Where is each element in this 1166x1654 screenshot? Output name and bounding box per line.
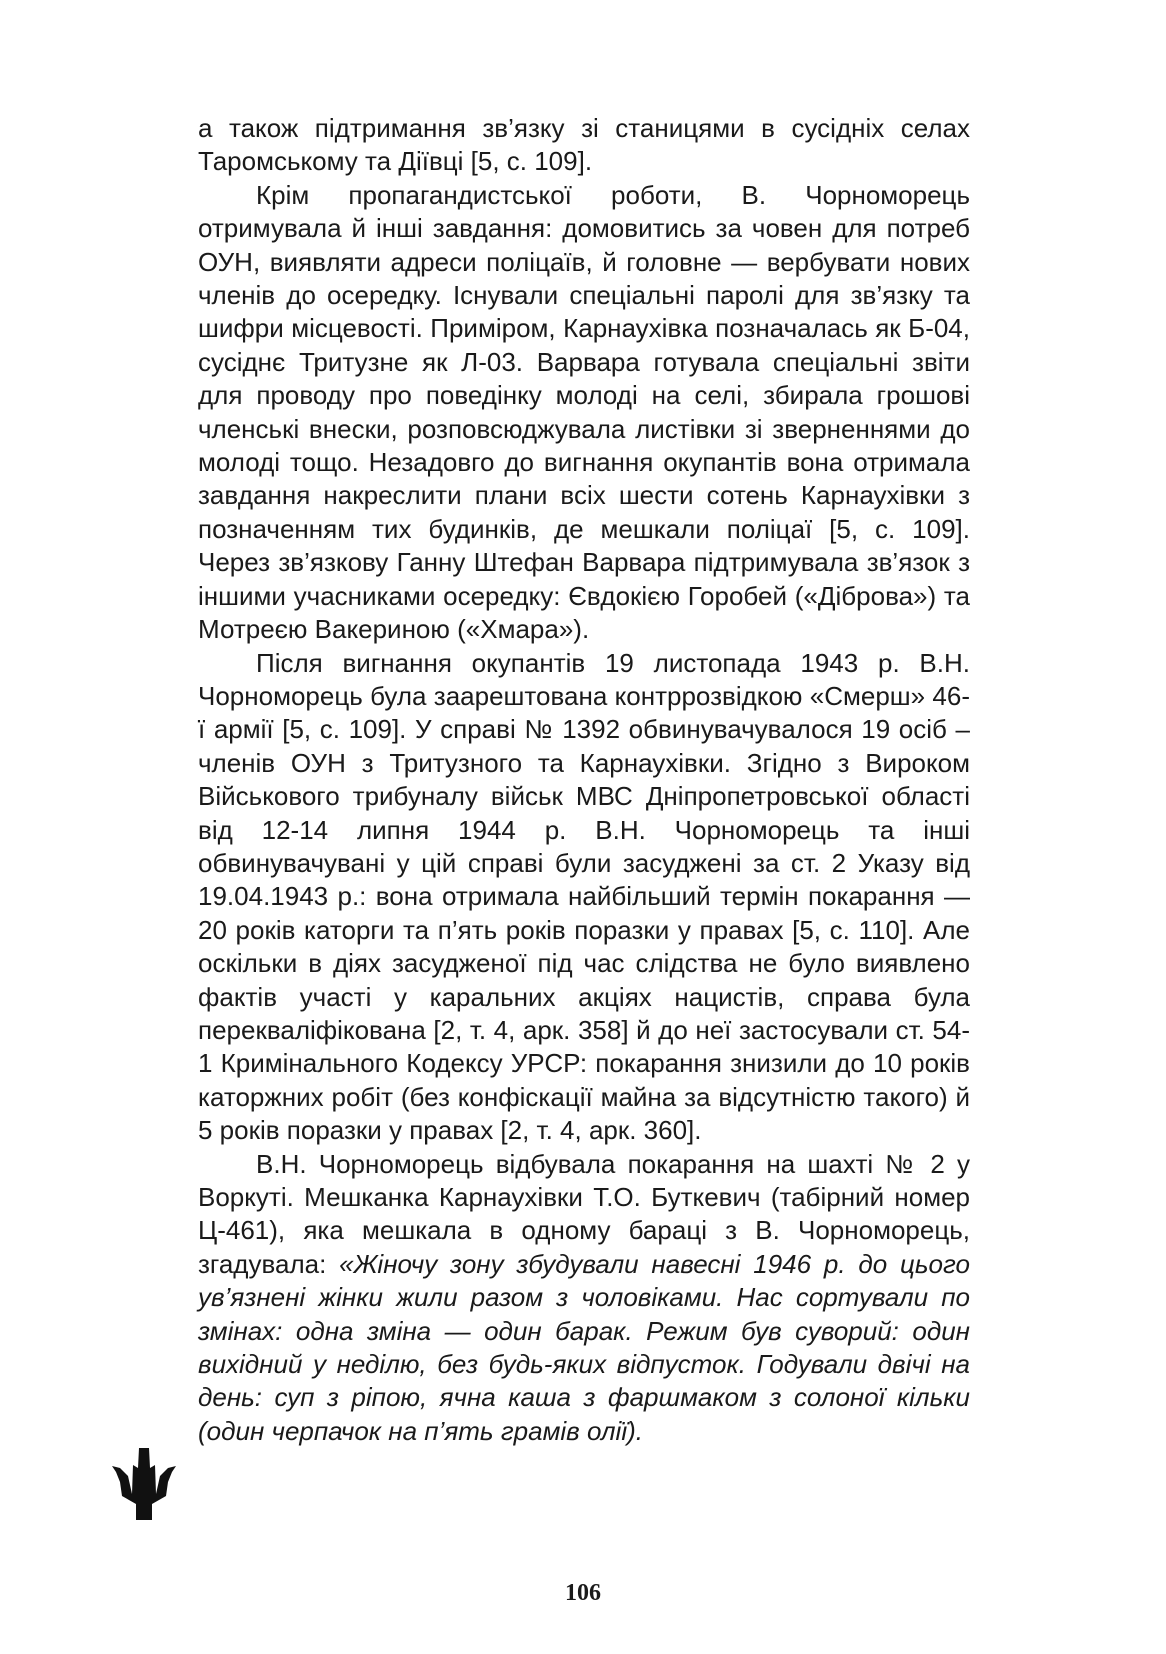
paragraph-arrest: Після вигнання окупантів 19 листопада 1943 р. В.Н. Чорноморець була заарештована контррозвідкою «Смерш» 46-ї армії [5, с. 109]. У справі № 1392 обвинувачувалося 19 осіб – членів ОУН з Тритузного та Карнаухівки. Згідно з Вироком Військового трибуналу військ МВС Дніпропетровської області від 12-14 липня 1944 р. В.Н. Чорноморець та інші обвинувачувані у цій справі були засуджені за ст. 2 Указу від 19.04.1943 р.: вона отримала найбільший термін покарання — 20 років каторги та п’ять років поразки у правах [5, с. 110]. Але оскільки в діях засудженої під час слідства не було виявлено фактів участі у каральних акціях нацистів, справа була перекваліфікована [2, т. 4, арк. 358] й до неї застосували ст. 54-1 Кримінального Кодексу УРСР: покарання знизили до 10 років каторжних робіт (без конфіскації майна за відсутністю такого) й 5 років поразки у правах [2, т. 4, арк. 360]. bbox=[198, 647, 970, 1146]
page-number: 106 bbox=[565, 1580, 601, 1606]
testimony-quote: «Жіночу зону збудували навесні 1946 р. до цього ув’язнені жінки жили разом з чоловіками. Нас сортували по змінах: одна зміна — один барак. Режим був суворий: один вихідний у неділю, без будь-яких відпусток. Годували двічі на день: суп з ріпою, ячна каша з фаршмаком з солоної кільки (один черпачок на п’ять грамів олії). bbox=[198, 1248, 970, 1446]
paragraph-assignments: Крім пропагандистської роботи, В. Чорноморець отримувала й інші завдання: домовитись за човен для потреб ОУН, виявляти адреси поліцаїв, й головне — вербувати нових членів до осередку. Існували спеціальні паролі для зв’язку та шифри місцевості. Приміром, Карнаухівка позначалась як Б-04, сусіднє Тритузне як Л-03. Варвара готувала спеціальні звіти для проводу про поведінку молоді на селі, збирала грошові членські внески, розповсюджувала листівки зі зверненнями до молоді тощо. Незадовго до вигнання окупантів вона отримала завдання накреслити плани всіх шести сотень Карнаухівки з позначенням тих будинків, де мешкали поліцаї [5, с. 109]. Через зв’язкову Ганну Штефан Варвара підтримувала зв’язок з іншими учасниками осередку: Євдокією Горобей («Діброва») та Мотреєю Вакериною («Хмара»). bbox=[198, 179, 970, 645]
trident-silhouette-icon bbox=[112, 1448, 176, 1520]
paragraph-vorkuta-lead: В.Н. Чорноморець відбувала покарання на шахті № 2 у Воркуті. Мешканка Карнаухівки Т.О. Буткевич (табірний номер Ц-461), яка мешкала в одному бараці з В. Чорноморець, згадувала: bbox=[198, 1148, 970, 1279]
paragraph-vorkuta bbox=[198, 1148, 970, 1449]
paragraph-continuation: а також підтримання зв’язку зі станицями в сусідніх селах Таромському та Діївці [5, с. 109]. bbox=[198, 113, 970, 177]
body-text bbox=[198, 112, 970, 1448]
